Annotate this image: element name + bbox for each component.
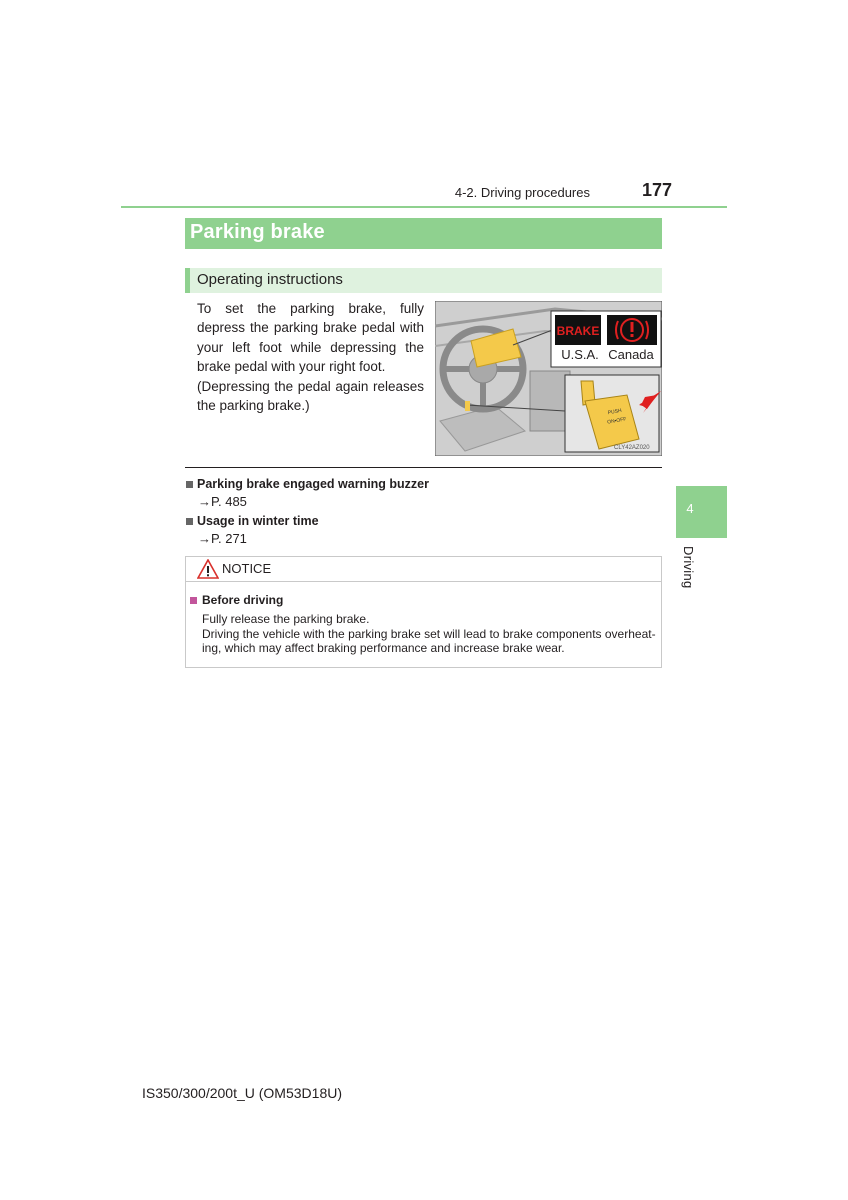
page-reference-link[interactable]: →P. 485 xyxy=(198,494,247,509)
notice-line: Fully release the parking brake. xyxy=(202,612,370,626)
parking-brake-illustration xyxy=(435,301,662,456)
header-divider xyxy=(121,206,727,208)
warning-triangle-icon xyxy=(197,559,219,579)
notice-line: Driving the vehicle with the parking brake set will lead to brake components overheat-ing, which may affect braking performance and increase brake wear. xyxy=(202,626,656,655)
notice-bullet-icon xyxy=(190,597,197,604)
bullet-item xyxy=(186,514,319,528)
notice-item-title: Before driving xyxy=(202,593,284,607)
page-number: 177 xyxy=(641,180,672,200)
section-divider xyxy=(185,467,662,468)
chapter-label: Driving xyxy=(681,546,696,589)
bullet-title: Parking brake engaged warning buzzer xyxy=(197,477,430,491)
bullet-square-icon xyxy=(186,518,193,525)
bullet-item xyxy=(186,477,429,491)
subsection-title: Operating instructions xyxy=(197,271,343,288)
svg-text:ON•OFF: ON•OFF xyxy=(606,416,627,426)
notice-title: NOTICE xyxy=(222,561,272,576)
notice-item-body xyxy=(202,612,658,656)
footer-model-code: IS350/300/200t_U (OM53D18U) xyxy=(142,1085,342,1101)
page-reference-link[interactable]: →P. 271 xyxy=(198,531,247,546)
bullet-square-icon xyxy=(186,481,193,488)
label-canada: Canada xyxy=(608,347,654,362)
section-header: 4-2. Driving procedures xyxy=(454,185,590,200)
notice-header-divider xyxy=(185,581,662,582)
figure-code: CLY42AZ020 xyxy=(614,445,650,451)
body-text xyxy=(197,299,424,415)
svg-text:PUSH: PUSH xyxy=(607,407,623,417)
body-paragraph: To set the parking brake, fully depress the parking brake pedal with your left foot while depressing the brake pedal with your right foot. xyxy=(197,301,424,375)
label-usa: U.S.A. xyxy=(561,347,599,362)
brake-warning-text: BRAKE xyxy=(556,324,600,338)
body-paragraph: (Depressing the pedal again releases the parking brake.) xyxy=(197,378,424,414)
chapter-number: 4 xyxy=(686,501,694,516)
page-title: Parking brake xyxy=(190,221,325,243)
bullet-title: Usage in winter time xyxy=(197,514,319,528)
